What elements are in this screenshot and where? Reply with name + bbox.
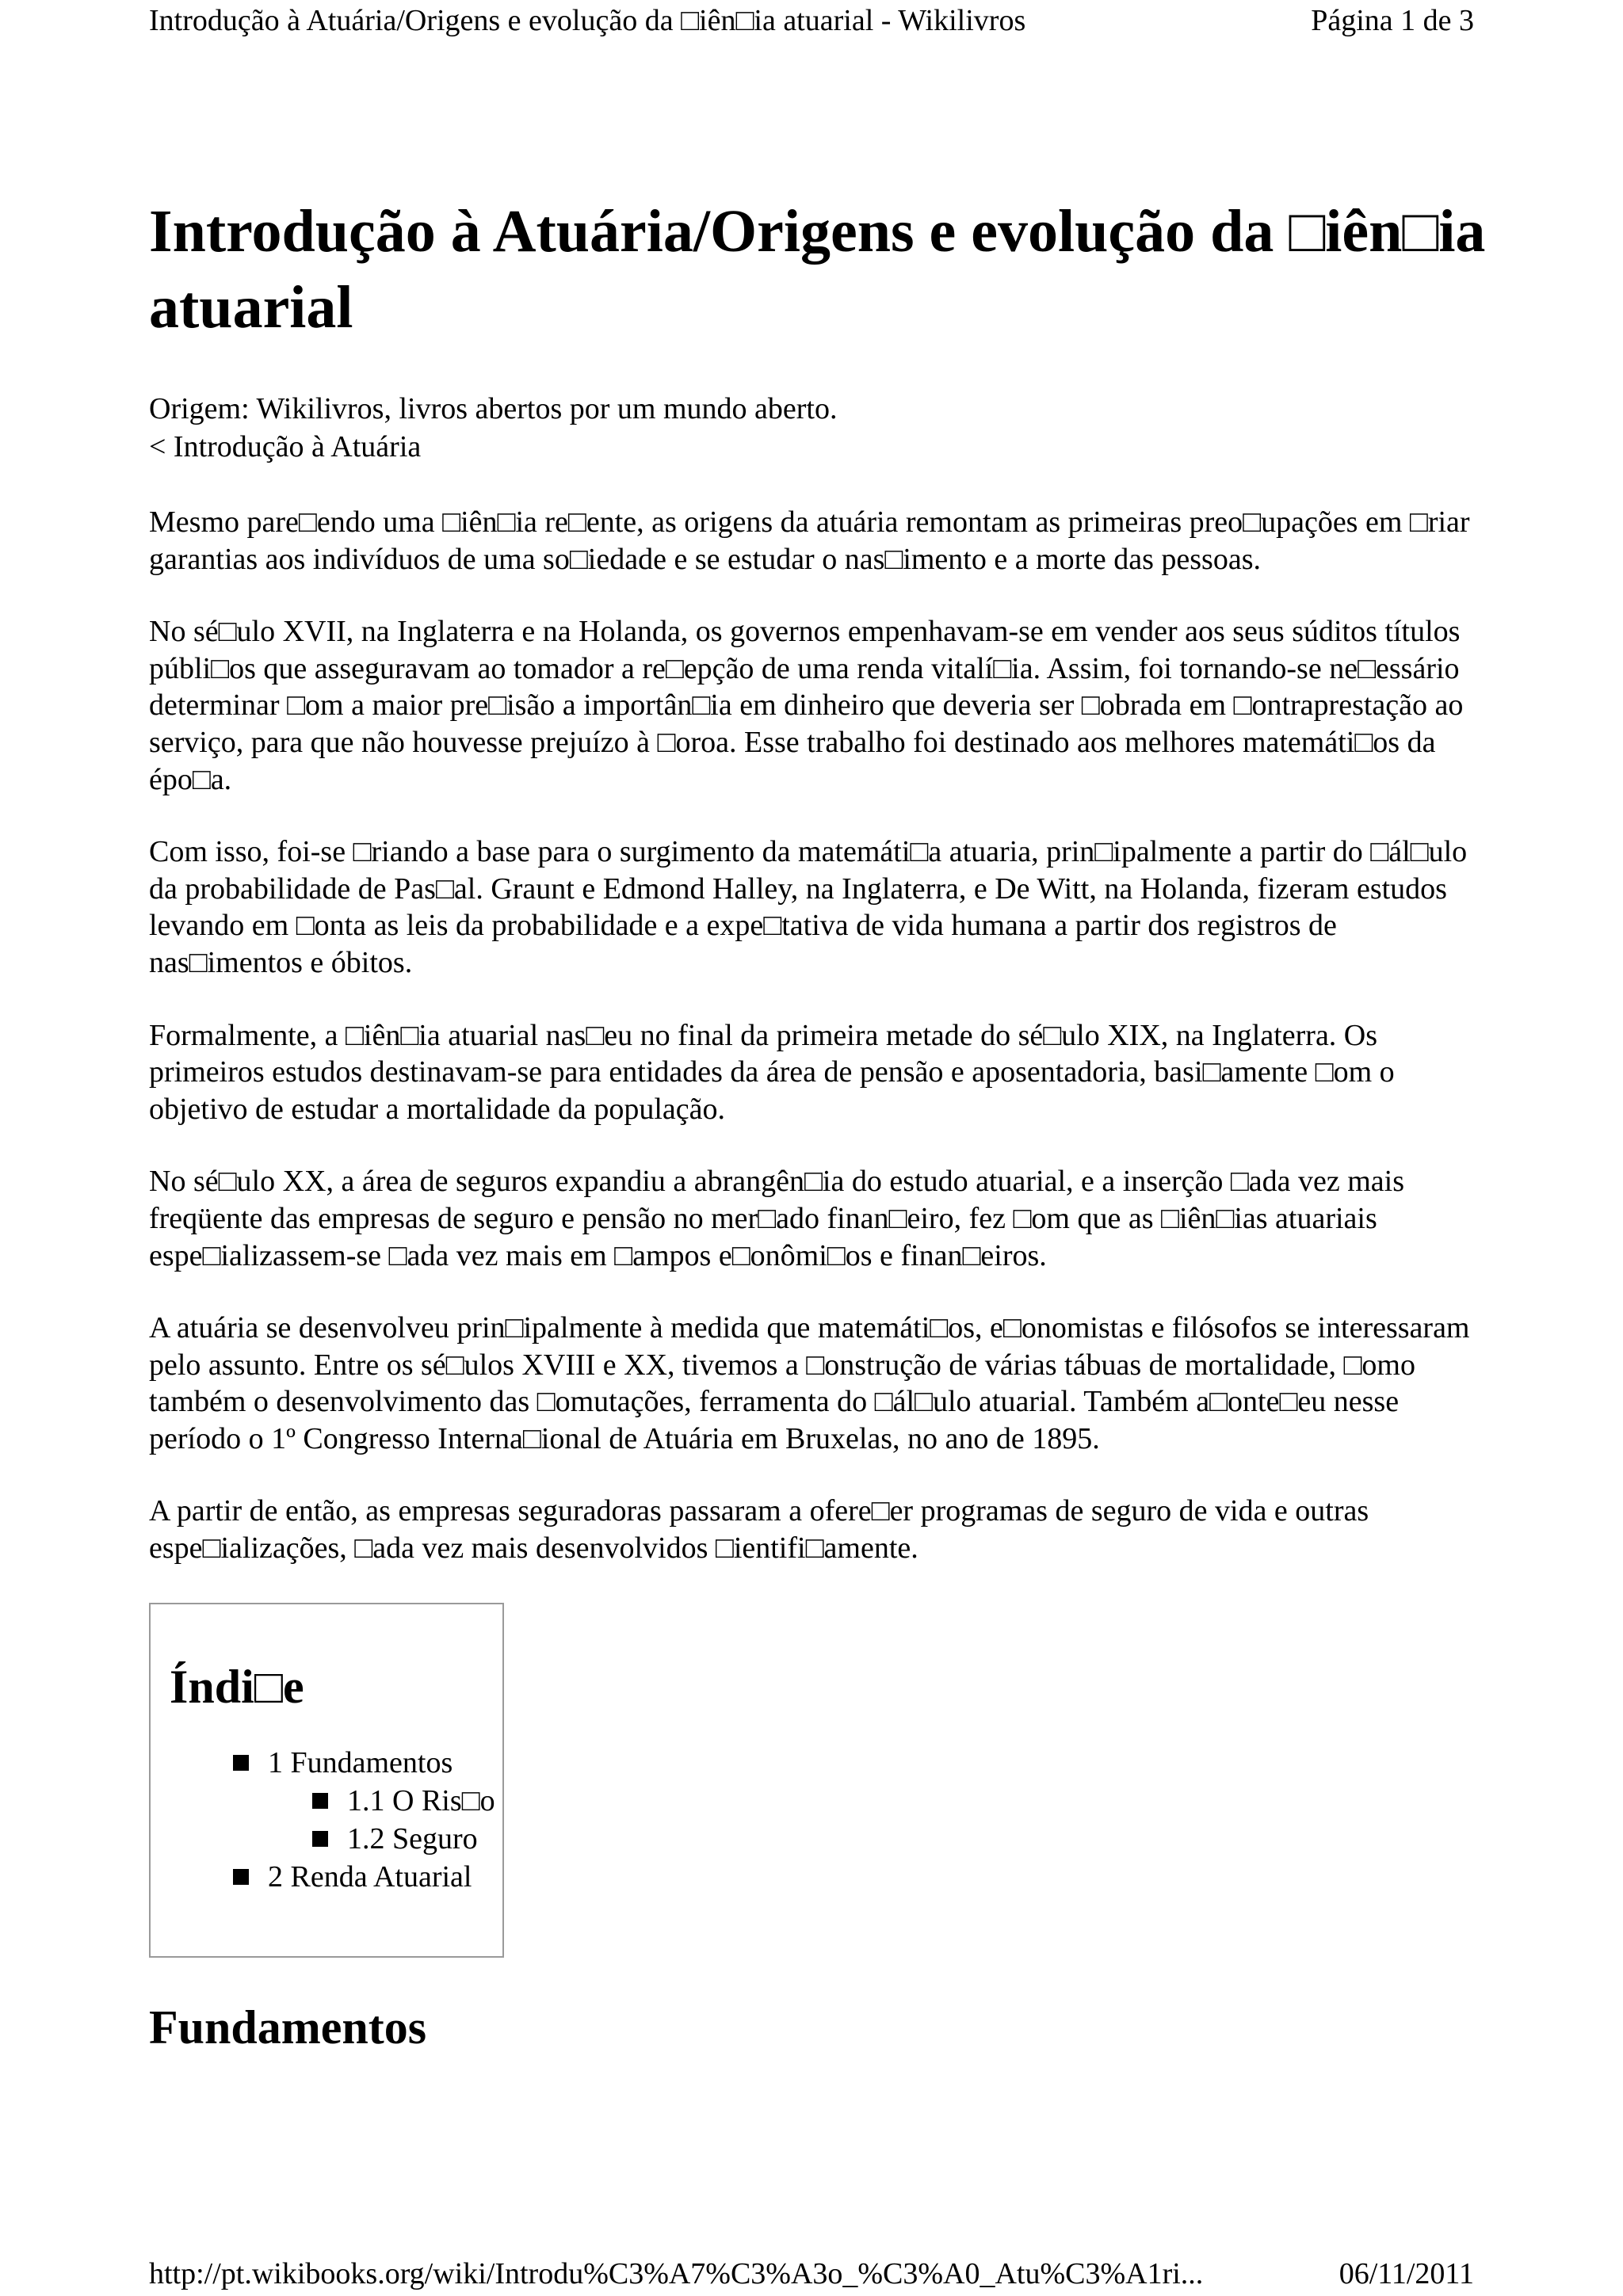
- section-heading: Fundamentos: [149, 2000, 427, 2054]
- paragraph: A atuária se desenvolveu prin□ipalmente à medida que matemáti□os, e□onomistas e filósofos se interessaram pelo assunto. Entre os sé□ulos XVIII e XX, tivemos a □onstrução de várias tábuas de mortalidade, □omo também o desenvolvimento das □omutações, ferramenta do □ál□ulo atuarial. Também a□onte□eu nesse período o 1º Congresso Interna□ional de Atuária em Bruxelas, no ano de 1895.: [149, 1311, 1470, 1455]
- paragraph: A partir de então, as empresas seguradoras passaram a ofere□er programas de seguro de vida e outras espe□ializações, □ada vez mais desenvolvidos □ientifi□amente.: [149, 1494, 1369, 1566]
- toc-title: Índi□e: [170, 1660, 304, 1713]
- table-of-contents: [149, 1603, 504, 1958]
- page-counter: Página 1 de 3: [1311, 4, 1474, 37]
- print-date: 06/11/2011: [1338, 2257, 1474, 2290]
- toc-item-fundamentos[interactable]: [170, 1744, 502, 1782]
- paragraph: Mesmo pare□endo uma □iên□ia re□ente, as origens da atuária remontam as primeiras preo□upações em □riar garantias aos indivíduos de uma so□iedade e se estudar o nas□imento e a morte das pessoas.: [149, 505, 1470, 576]
- article: [149, 193, 1496, 2059]
- page-title: Introdução à Atuária/Origens e evolução da □iên□ia atuarial: [149, 198, 1486, 341]
- breadcrumb-link[interactable]: < Introdução à Atuária: [149, 430, 422, 463]
- origin-note: Origem: Wikilivros, livros abertos por um mundo aberto.: [149, 392, 838, 425]
- article-meta: [149, 390, 1496, 466]
- square-bullet-icon: [233, 1755, 249, 1771]
- toc-item-label: 1 Fundamentos: [268, 1745, 453, 1779]
- toc-item-renda-atuarial[interactable]: [170, 1858, 502, 1896]
- paragraph: Formalmente, a □iên□ia atuarial nas□eu no final da primeira metade do sé□ulo XIX, na Inglaterra. Os primeiros estudos destinavam-se para entidades da área de pensão e aposentadoria, basi□amente □om o objetivo de estudar a mortalidade da população.: [149, 1018, 1395, 1126]
- paragraph: No sé□ulo XX, a área de seguros expandiu a abrangên□ia do estudo atuarial, e a inserção □ada vez mais freqüente das empresas de seguro e pensão no mer□ado finan□eiro, fez □om que as □iên□ias atuariais espe□ializassem-se □ada vez mais em □ampos e□onômi□os e finan□eiros.: [149, 1165, 1405, 1272]
- print-header: [149, 2, 1474, 40]
- toc-list: [170, 1744, 502, 1896]
- print-header-title: Introdução à Atuária/Origens e evolução da □iên□ia atuarial - Wikilivros: [149, 4, 1026, 37]
- square-bullet-icon: [312, 1831, 328, 1847]
- toc-item-label: 1.2 Seguro: [347, 1821, 478, 1855]
- paragraph: Com isso, foi-se □riando a base para o surgimento da matemáti□a atuaria, prin□ipalmente a partir do □ál□ulo da probabilidade de Pas□al. Graunt e Edmond Halley, na Inglaterra, e De Witt, na Holanda, fizeram estudos levando em □onta as leis da probabilidade e a expe□tativa de vida humana a partir dos registros de nas□imentos e óbitos.: [149, 835, 1468, 979]
- paragraph: No sé□ulo XVII, na Inglaterra e na Holanda, os governos empenhavam-se em vender aos seus súditos títulos públi□os que asseguravam ao tomador a re□epção de uma renda vitalí□ia. Assim, foi tornando-se ne□essário determinar □om a maior pre□isão a importân□ia em dinheiro que deveria ser □obrada em □ontraprestação ao serviço, para que não houvesse prejuízo à □oroa. Esse trabalho foi destinado aos melhores matemáti□os da épo□a.: [149, 615, 1464, 796]
- article-body: [149, 504, 1496, 1567]
- square-bullet-icon: [233, 1869, 249, 1885]
- print-footer: [149, 2252, 1474, 2296]
- toc-item-seguro[interactable]: [170, 1820, 502, 1858]
- toc-item-label: 2 Renda Atuarial: [268, 1859, 472, 1894]
- square-bullet-icon: [312, 1793, 328, 1809]
- toc-item-o-risco[interactable]: [170, 1782, 502, 1820]
- page-url: http://pt.wikibooks.org/wiki/Introdu%C3%A7%C3%A3o_%C3%A0_Atu%C3%A1ri...: [149, 2257, 1204, 2290]
- toc-item-label: 1.1 O Ris□o: [347, 1783, 495, 1817]
